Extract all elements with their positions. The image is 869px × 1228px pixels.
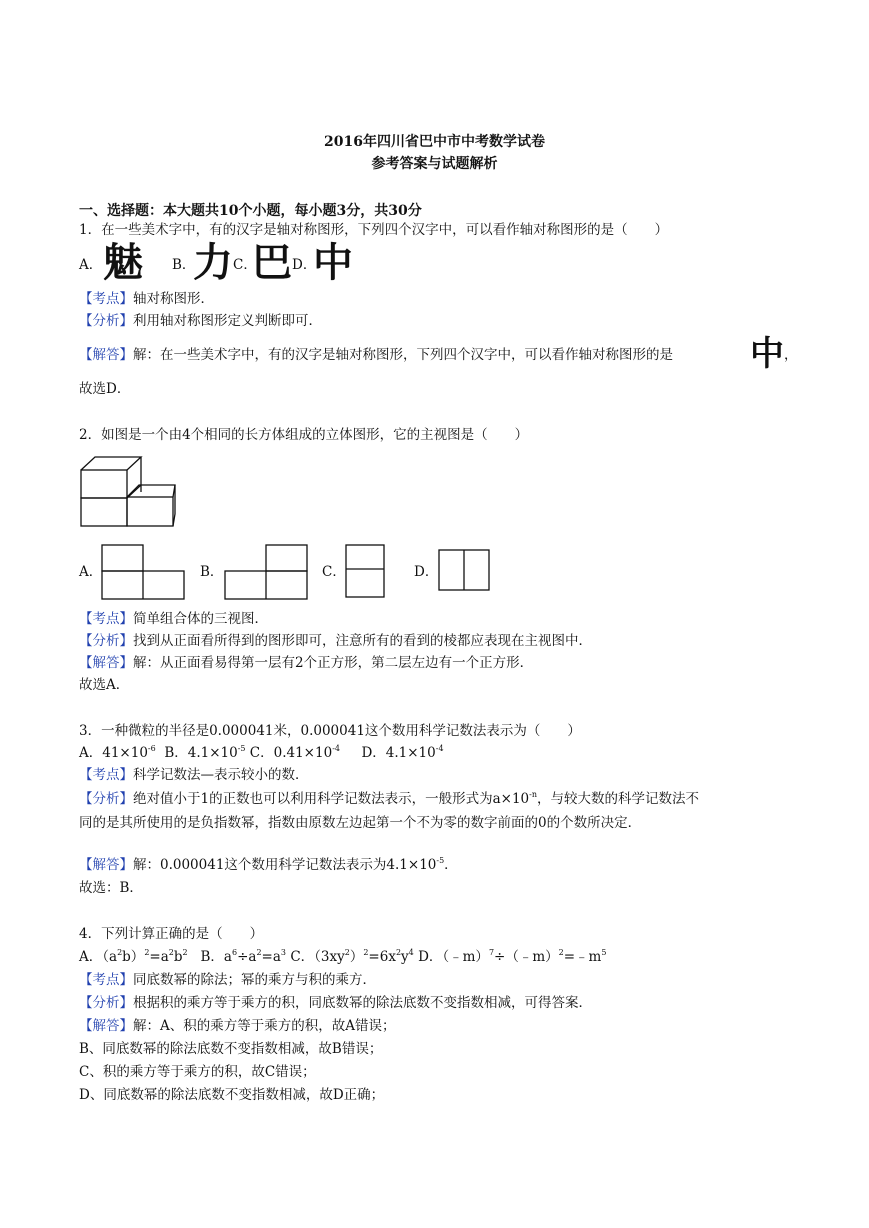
q4-d-e3: 5 (601, 947, 607, 957)
q1-option-d-char: 中 (313, 240, 353, 286)
q1-jieda-tag: 【解答】 (79, 347, 133, 363)
q1-option-d-label: D． (292, 257, 317, 273)
q3-option-c (250, 745, 340, 761)
q1-fenxi-tag: 【分析】 (79, 313, 133, 329)
q4-fenxi (79, 994, 592, 1012)
q4-option-c (290, 949, 413, 965)
q4-fenxi-tag: 【分析】 (79, 995, 133, 1011)
q4-jieda (79, 1017, 396, 1035)
q3-option-a-text: A．41×10 (79, 745, 148, 761)
q2-solid-edge (127, 485, 141, 498)
q4-a-2: b） (122, 949, 145, 965)
q3-option-a (79, 745, 156, 761)
q2-kaodian-text: 简单组合体的三视图． (133, 611, 268, 627)
q2-jieda-tag: 【解答】 (79, 655, 133, 671)
q1-fenxi-text: 利用轴对称图形定义判断即可． (133, 313, 322, 329)
q3-kaodian-text: 科学记数法—表示较小的数． (133, 767, 309, 783)
q2-a-top-square (102, 545, 143, 571)
q2-kaodian (79, 610, 268, 628)
q4-c-3: =6x (368, 949, 396, 965)
q4-c-e2: 2 (363, 947, 369, 957)
q4-option-a (79, 949, 188, 965)
q4-d-1: D．（﹣m） (418, 949, 489, 965)
q3-option-b-text: B．4.1×10 (164, 745, 238, 761)
q4-fenxi-text: 根据积的乘方等于乘方的积，同底数幂的除法底数不变指数相减，可得答案． (133, 995, 592, 1011)
q2-stem: 2．如图是一个由4个相同的长方体组成的立体图形，它的主视图是（ ） (79, 427, 529, 443)
q4-kaodian-text: 同底数幂的除法；幂的乘方与积的乘方． (133, 972, 376, 988)
section-heading: 一、选择题：本大题共10个小题，每小题3分，共30分 (79, 203, 422, 219)
q4-line-c: C、积的乘方等于乘方的积，故C错误； (79, 1064, 316, 1080)
q2-solid-right-front (127, 497, 173, 526)
q2-option-d-label: D． (414, 564, 439, 580)
q3-jieda-text-b: ． (444, 857, 458, 873)
q2-option-b-label: B． (200, 564, 224, 580)
q3-option-c-text: C．0.41×10 (249, 745, 333, 761)
q4-b-e1: 6 (231, 947, 238, 957)
q1-kaodian-text: 轴对称图形． (133, 291, 214, 307)
q4-c-e4: 4 (408, 947, 414, 957)
q3-fenxi-tag: 【分析】 (79, 791, 133, 807)
q1-answer-comma: ， (784, 347, 798, 363)
q2-c-outline (346, 545, 384, 597)
q1-jieda-text: 解：在一些美术字中，有的汉字是轴对称图形，下列四个汉字中，可以看作轴对称图形的是 (133, 347, 673, 363)
q4-c-4: y (401, 949, 409, 965)
q1-kaodian-tag: 【考点】 (79, 291, 133, 307)
q4-stem: 4．下列计算正确的是（ ） (79, 926, 264, 942)
q1-option-a-char: 魅 (103, 240, 143, 286)
q2-jieda (79, 654, 533, 672)
q4-line-b: B、同底数幂的除法底数不变指数相减，故B错误； (79, 1041, 383, 1057)
q4-a-e2: 2 (144, 947, 150, 957)
q3-fenxi-exp: -n (529, 789, 537, 799)
q4-d-e1: 7 (488, 947, 495, 957)
q4-a-e4: 2 (182, 947, 188, 957)
q4-a-1: A．（a (79, 949, 118, 965)
q1-fenxi (79, 312, 322, 330)
page-title: 2016年四川省巴中市中考数学试卷 (324, 134, 545, 150)
q3-options (79, 744, 444, 762)
q1-answer-char: 中 (750, 334, 784, 374)
q4-b-e3: 3 (280, 947, 287, 957)
q2-option-b-figure (223, 543, 309, 601)
q3-stem: 3．一种微粒的半径是0.000041米，0.000041这个数用科学记数法表示为（ ） (79, 723, 581, 739)
q2-jieda-text: 解：从正面看易得第一层有2个正方形，第二层左边有一个正方形． (133, 655, 534, 671)
q2-option-a-figure (100, 543, 186, 601)
q4-c-e1: 2 (344, 947, 350, 957)
q3-jieda-exp: -5 (436, 855, 445, 865)
q3-kaodian-tag: 【考点】 (79, 767, 133, 783)
q3-jieda (79, 856, 458, 874)
q1-kaodian (79, 290, 214, 308)
q2-kaodian-tag: 【考点】 (79, 611, 133, 627)
q1-stem: 1．在一些美术字中，有的汉字是轴对称图形，下列四个汉字中，可以看作轴对称图形的是（ ） (79, 222, 669, 238)
q4-c-2: ） (349, 949, 364, 965)
q3-conclusion: 故选：B． (79, 880, 143, 896)
q4-a-e3: 2 (168, 947, 174, 957)
q4-b-2: ÷a (237, 949, 257, 965)
q2-solid-upper-front (81, 470, 127, 498)
q4-d-e2: 2 (558, 947, 564, 957)
q4-line-d: D、同底数幂的除法底数不变指数相减，故D正确； (79, 1087, 385, 1103)
q2-conclusion: 故选A． (79, 677, 130, 693)
q2-option-d-figure (437, 548, 491, 592)
q2-option-c-label: C． (322, 564, 346, 580)
q3-jieda-tag: 【解答】 (79, 857, 133, 873)
q4-b-e2: 2 (256, 947, 262, 957)
q3-fenxi-text-b: ，与较大数的科学记数法不 (537, 791, 699, 807)
q4-c-e3: 2 (395, 947, 402, 957)
q3-fenxi-line2: 同的是其所使用的是负指数幂，指数由原数左边起第一个不为零的数字前面的0的个数所决定． (79, 815, 642, 831)
q1-option-b-char: 力 (193, 240, 233, 286)
q4-options (79, 948, 606, 966)
q3-option-b (164, 745, 245, 761)
q4-a-3: =a (149, 949, 169, 965)
q2-b-top-square (266, 545, 307, 571)
q4-d-3: =﹣m (563, 949, 602, 965)
q2-solid-lower-front (81, 498, 127, 526)
q4-a-e1: 2 (117, 947, 123, 957)
q4-jieda-tag: 【解答】 (79, 1018, 133, 1034)
q1-option-c-char: 巴 (252, 240, 292, 286)
q2-solid-upper-top (81, 457, 141, 470)
q4-b-1: B．a (200, 949, 232, 965)
q3-fenxi-text-a: 绝对值小于1的正数也可以利用科学记数法表示，一般形式为a×10 (133, 791, 530, 807)
q4-c-1: C．（3xy (290, 949, 345, 965)
q3-fenxi (79, 790, 699, 808)
q4-kaodian (79, 971, 376, 989)
q1-option-a-label: A． (79, 257, 103, 273)
q2-fenxi-text: 找到从正面看所得到的图形即可，注意所有的看到的棱都应表现在主视图中． (133, 633, 592, 649)
q3-option-c-exp: -4 (332, 743, 340, 753)
q3-option-d-exp: -4 (435, 743, 444, 753)
q3-jieda-text-a: 解：0.000041这个数用科学记数法表示为4.1×10 (133, 857, 437, 873)
q1-option-b-label: B． (172, 257, 196, 273)
q2-fenxi (79, 632, 592, 650)
q1-option-c-label: C． (233, 257, 257, 273)
q4-option-b (201, 949, 287, 965)
q3-kaodian (79, 766, 309, 784)
q3-option-d (361, 745, 443, 761)
q4-kaodian-tag: 【考点】 (79, 972, 133, 988)
q4-option-d (418, 949, 606, 965)
q3-option-a-exp: -6 (147, 743, 156, 753)
q1-conclusion: 故选D． (79, 381, 131, 397)
q4-b-3: =a (261, 949, 281, 965)
q2-solid-figure (79, 454, 179, 528)
q2-fenxi-tag: 【分析】 (79, 633, 133, 649)
q1-jieda (79, 346, 673, 364)
q4-a-4: b (173, 949, 183, 965)
q2-option-a-label: A． (79, 564, 103, 580)
page-subtitle: 参考答案与试题解析 (371, 156, 498, 172)
q4-jieda-text: 解：A、积的乘方等于乘方的积，故A错误； (133, 1018, 396, 1034)
q3-option-b-exp: -5 (237, 743, 246, 753)
q4-d-2: ÷（﹣m） (494, 949, 559, 965)
q2-option-c-figure (344, 543, 386, 599)
q3-option-d-text: D．4.1×10 (361, 745, 436, 761)
